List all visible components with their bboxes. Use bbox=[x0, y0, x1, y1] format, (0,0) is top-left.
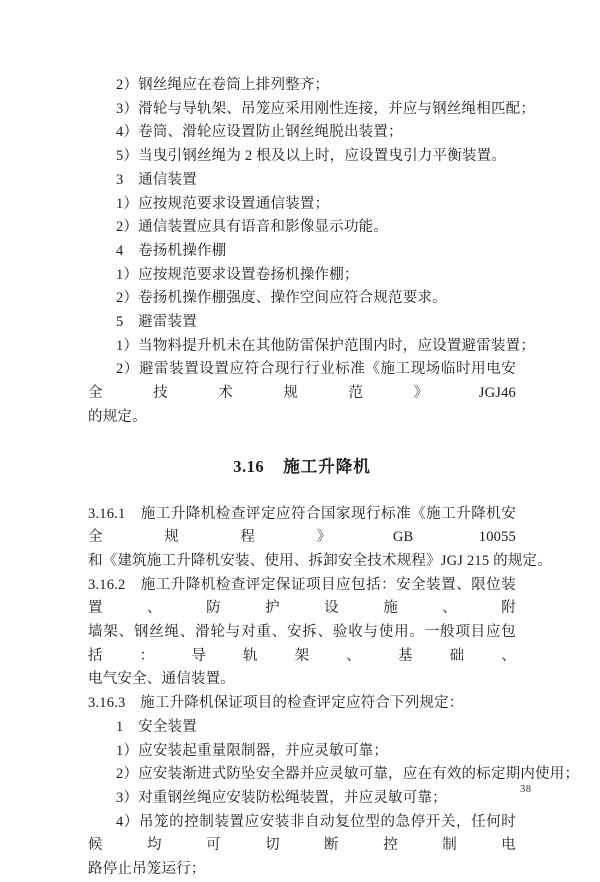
body-line: 的规定。 bbox=[88, 408, 147, 425]
body-line: 2）钢丝绳应在卷筒上排列整齐； bbox=[116, 77, 330, 93]
body-line: 1）应按规范要求设置卷扬机操作棚； bbox=[116, 266, 359, 283]
list-item-heading: 3 通信装置 bbox=[116, 171, 197, 188]
list-item-heading: 1 安全装置 bbox=[116, 718, 197, 735]
clause-line: 3.16.3 施工升降机保证项目的检查评定应符合下列规定： bbox=[88, 695, 464, 712]
body-line: 1）应安装起重量限制器，并应灵敏可靠； bbox=[116, 742, 389, 759]
body-line: 1）应按规范要求设置通信装置； bbox=[116, 195, 330, 212]
body-line: 5）当曳引钢丝绳为 2 根及以上时，应设置曳引力平衡装置。 bbox=[116, 148, 507, 165]
clause-line: 3.16.2 施工升降机检查评定保证项目应包括：安全装置、限位装置、防护设施、附 bbox=[88, 576, 516, 617]
body-line: 2）避雷装置设置应符合现行行业标准《施工现场临时用电安全技术规范》JGJ46 bbox=[88, 361, 516, 402]
list-item-heading: 4 卷扬机操作棚 bbox=[116, 242, 227, 259]
list-item-heading: 5 避雷装置 bbox=[116, 314, 197, 331]
body-line: 2）应安装渐进式防坠安全器并应灵敏可靠，应在有效的标定期内使用； bbox=[116, 766, 580, 783]
body-line: 3）滑轮与导轨架、吊笼应采用刚性连接，并应与钢丝绳相匹配； bbox=[116, 100, 536, 117]
body-line: 4）吊笼的控制装置应安装非自动复位型的急停开关，任何时候均可切断控制电 bbox=[88, 813, 516, 854]
body-line: 4）卷筒、滑轮应设置防止钢丝绳脱出装置； bbox=[116, 124, 403, 141]
body-line: 2）通信装置应具有语音和影像显示功能。 bbox=[116, 219, 389, 236]
section-number: 3.16 bbox=[233, 456, 265, 476]
body-line: 和《建筑施工升降机安装、使用、拆卸安全技术规程》JGJ 215 的规定。 bbox=[88, 552, 552, 569]
page-number: 38 bbox=[520, 784, 532, 795]
body-line: 1）当物料提升机未在其他防雷保护范围内时，应设置避雷装置； bbox=[116, 337, 536, 354]
body-line: 路停止吊笼运行； bbox=[88, 861, 206, 878]
section-title: 施工升降机 bbox=[283, 456, 371, 476]
section-heading bbox=[88, 452, 516, 482]
body-line: 2）卷扬机操作棚强度、操作空间应符合规范要求。 bbox=[116, 290, 447, 307]
body-line: 墙架、钢丝绳、滑轮与对重、安拆、验收与使用。一般项目应包括：导轨架、基础、 bbox=[88, 624, 516, 664]
body-line: 电气安全、通信装置。 bbox=[88, 671, 235, 688]
clause-line: 3.16.1 施工升降机检查评定应符合国家现行标准《施工升降机安全规程》GB 10055 bbox=[88, 505, 516, 546]
body-line: 3）对重钢丝绳应安装防松绳装置，并应灵敏可靠； bbox=[116, 789, 447, 806]
